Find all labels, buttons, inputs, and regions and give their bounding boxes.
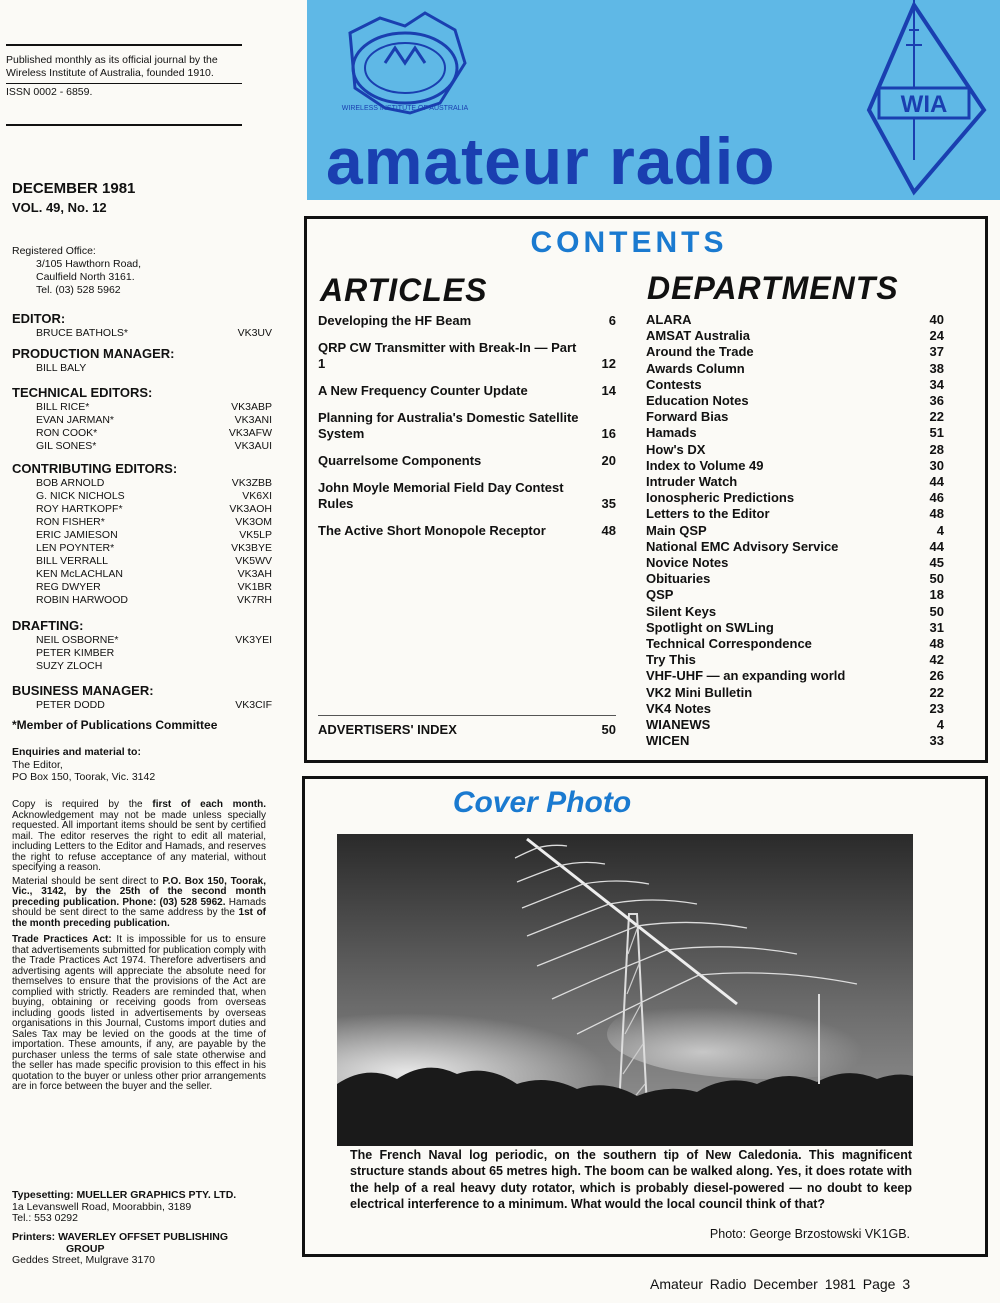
staff-row bbox=[12, 327, 272, 340]
department-item[interactable] bbox=[646, 717, 944, 733]
department-item[interactable] bbox=[646, 506, 944, 522]
staff-technical bbox=[12, 385, 272, 453]
department-item[interactable] bbox=[646, 620, 944, 636]
article-page: 48 bbox=[601, 523, 616, 538]
staff-row bbox=[12, 503, 272, 516]
issue-volume: VOL. 49, No. 12 bbox=[12, 200, 107, 215]
article-title: A New Frequency Counter Update bbox=[318, 383, 528, 398]
typesetting bbox=[12, 1190, 266, 1225]
department-item[interactable] bbox=[646, 733, 944, 749]
department-title: Novice Notes bbox=[646, 555, 729, 571]
department-item[interactable] bbox=[646, 409, 944, 425]
enquiries-line1: The Editor, bbox=[12, 758, 63, 771]
staff-callsign: VK3ANI bbox=[234, 414, 272, 426]
staff-row bbox=[12, 490, 272, 503]
department-item[interactable] bbox=[646, 442, 944, 458]
advertisers-index-item[interactable] bbox=[318, 722, 616, 737]
page-footer: Amateur Radio December 1981 Page 3 bbox=[650, 1276, 911, 1292]
advertisers-index-page: 50 bbox=[601, 722, 616, 737]
copy-text-bold: first of each month. bbox=[152, 799, 266, 810]
department-page: 44 bbox=[929, 474, 944, 490]
department-title: WIANEWS bbox=[646, 717, 711, 733]
department-item[interactable] bbox=[646, 685, 944, 701]
article-item[interactable] bbox=[318, 340, 616, 372]
article-title: John Moyle Memorial Field Day Contest Rules bbox=[318, 480, 564, 511]
department-title: Index to Volume 49 bbox=[646, 457, 764, 473]
staff-callsign: VK3ZBB bbox=[231, 477, 272, 489]
department-item[interactable] bbox=[646, 393, 944, 409]
department-title: National EMC Advisory Service bbox=[646, 538, 839, 554]
departments-heading: DEPARTMENTS bbox=[647, 270, 899, 306]
department-page: 22 bbox=[929, 684, 944, 700]
office-heading: Registered Office: bbox=[12, 245, 96, 257]
staff-row bbox=[12, 660, 272, 673]
staff-heading: CONTRIBUTING EDITORS: bbox=[12, 461, 178, 476]
copy-text: Copy is required by the bbox=[12, 799, 153, 810]
staff-row bbox=[12, 362, 272, 375]
department-page: 18 bbox=[929, 587, 944, 603]
copy-text: Material should be sent direct to bbox=[12, 875, 163, 887]
cover-photo-credit: Photo: George Brzostowski VK1GB. bbox=[709, 1227, 910, 1241]
staff-name: RON FISHER* bbox=[36, 516, 105, 528]
department-title: Contests bbox=[646, 376, 702, 392]
department-page: 22 bbox=[929, 409, 944, 425]
department-title: ALARA bbox=[646, 312, 692, 327]
article-title: Planning for Australia's Domestic Satellite System bbox=[318, 410, 579, 441]
staff-callsign: VK3CIF bbox=[235, 699, 272, 711]
cover-photo-image bbox=[337, 834, 913, 1146]
staff-name: PETER KIMBER bbox=[36, 647, 115, 659]
department-page: 28 bbox=[929, 441, 944, 457]
article-page: 12 bbox=[601, 356, 616, 371]
department-title: Hamads bbox=[646, 425, 697, 441]
staff-name: SUZY ZLOCH bbox=[36, 660, 103, 672]
department-page: 40 bbox=[929, 312, 944, 327]
department-item[interactable] bbox=[646, 490, 944, 506]
staff-row bbox=[12, 594, 272, 607]
copy-notice bbox=[12, 800, 266, 1093]
staff-callsign: VK6XI bbox=[242, 490, 272, 502]
article-title: QRP CW Transmitter with Break-In — Part 1 bbox=[318, 340, 577, 371]
article-title: Quarrelsome Components bbox=[318, 453, 482, 468]
department-item[interactable] bbox=[646, 571, 944, 587]
staff-callsign: VK3AOH bbox=[229, 503, 272, 515]
staff-name: BILL VERRALL bbox=[36, 555, 108, 567]
copy-text: Hamads should be sent direct to the same address by the bbox=[12, 896, 266, 918]
wia-logo-text: WIA bbox=[900, 91, 948, 118]
office-line2: Caulfield North 3161. bbox=[36, 271, 135, 283]
staff-business bbox=[12, 683, 272, 712]
staff-name: BILL RICE* bbox=[36, 401, 90, 413]
department-title: Try This bbox=[646, 652, 696, 668]
member-note: *Member of Publications Committee bbox=[12, 718, 218, 732]
department-title: Obituaries bbox=[646, 571, 711, 587]
article-title: Developing the HF Beam bbox=[318, 313, 472, 328]
departments-list bbox=[646, 312, 944, 749]
copy-paragraph-2 bbox=[12, 877, 266, 930]
staff-row bbox=[12, 699, 272, 712]
staff-row bbox=[12, 529, 272, 542]
department-page: 38 bbox=[929, 360, 944, 376]
copy-text-bold: 1st of the month preceding publication. bbox=[12, 907, 267, 929]
department-page: 42 bbox=[929, 652, 944, 668]
department-title: QSP bbox=[646, 587, 674, 603]
department-title: AMSAT Australia bbox=[646, 328, 751, 344]
department-item[interactable] bbox=[646, 701, 944, 717]
office-tel: Tel. (03) 528 5962 bbox=[36, 284, 121, 296]
department-page: 26 bbox=[929, 668, 944, 684]
copy-paragraph-1 bbox=[12, 800, 266, 874]
article-item[interactable] bbox=[318, 410, 616, 442]
enquiries-heading: Enquiries and material to: bbox=[12, 746, 141, 758]
staff-name: RON COOK* bbox=[36, 427, 98, 439]
department-item[interactable] bbox=[646, 539, 944, 555]
staff-callsign: VK3BYE bbox=[231, 542, 272, 554]
staff-name: EVAN JARMAN* bbox=[36, 414, 114, 426]
staff-row bbox=[12, 427, 272, 440]
staff-name: BOB ARNOLD bbox=[36, 477, 105, 489]
department-item[interactable] bbox=[646, 361, 944, 377]
staff-name: GIL SONES* bbox=[36, 440, 97, 452]
staff-callsign: VK3AUI bbox=[234, 440, 272, 452]
staff-name: REG DWYER bbox=[36, 581, 101, 593]
wia-logo-icon bbox=[864, 0, 994, 196]
staff-callsign: VK7RH bbox=[236, 594, 272, 606]
staff-callsign: VK3ABP bbox=[231, 401, 272, 413]
department-title: Around the Trade bbox=[646, 344, 754, 360]
articles-heading: ARTICLES bbox=[320, 272, 488, 308]
staff-callsign: VK3AH bbox=[237, 568, 272, 580]
institute-emblem-icon bbox=[330, 8, 480, 123]
article-item[interactable] bbox=[318, 523, 616, 539]
staff-row bbox=[12, 414, 272, 427]
department-item[interactable] bbox=[646, 587, 944, 603]
office-line1: 3/105 Hawthorn Road, bbox=[36, 258, 142, 270]
copy-text-bold: Trade Practices Act: bbox=[12, 934, 112, 945]
staff-name: BILL BALY bbox=[36, 362, 87, 374]
staff-name: ERIC JAMIESON bbox=[36, 529, 118, 541]
department-item[interactable] bbox=[646, 555, 944, 571]
staff-name: LEN POYNTER* bbox=[36, 542, 115, 554]
department-item[interactable] bbox=[646, 328, 944, 344]
staff-name: G. NICK NICHOLS bbox=[36, 490, 125, 502]
staff-name: KEN McLACHLAN bbox=[36, 568, 123, 580]
department-page: 50 bbox=[929, 603, 944, 619]
article-page: 35 bbox=[601, 496, 616, 511]
department-page: 31 bbox=[929, 619, 944, 635]
copy-text: It is impossible for us to ensure that advertisements submitted for publication comply with the Trade Practices Act 1974. Therefore advertisers and advertising agents will appreciate the absolute need for themselves to ensure that the provisions of the Act are complied with strictly. Readers are reminded that, when buying, obtaining or receiving goods from overseas including goods listed in advertisements by overseas organisations in this Journal, Customs import duties and Sales Tax may be levied on the goods at the time of importation. These amounts, if any, are payable by the purchaser unless the terms of sale state otherwise and the seller has made specific provision to this effect in his quotation to the buyer or unless other prior arrangements are in force between the buyer and the seller. bbox=[12, 934, 266, 1092]
article-page: 16 bbox=[601, 426, 616, 441]
publication-info-box bbox=[6, 44, 242, 126]
staff-contributing bbox=[12, 461, 272, 607]
staff-name: ROY HARTKOPF* bbox=[36, 503, 123, 515]
department-page: 4 bbox=[936, 717, 944, 733]
staff-name: NEIL OSBORNE* bbox=[36, 634, 119, 646]
typesetting-label: Typesetting: MUELLER GRAPHICS PTY. LTD. bbox=[12, 1189, 237, 1201]
department-page: 36 bbox=[929, 393, 944, 409]
department-item[interactable] bbox=[646, 523, 944, 539]
advertisers-index-title: ADVERTISERS' INDEX bbox=[318, 722, 457, 737]
department-item[interactable] bbox=[646, 652, 944, 668]
department-title: Silent Keys bbox=[646, 603, 717, 619]
department-page: 46 bbox=[929, 490, 944, 506]
department-item[interactable] bbox=[646, 344, 944, 360]
publication-about: Published monthly as its official journal by the Wireless Institute of Australia, founded 1910. bbox=[6, 54, 218, 79]
staff-heading: DRAFTING: bbox=[12, 618, 84, 633]
department-item[interactable] bbox=[646, 377, 944, 393]
department-title: VK2 Mini Bulletin bbox=[646, 684, 753, 700]
department-page: 37 bbox=[929, 344, 944, 360]
staff-production bbox=[12, 346, 272, 375]
printers-label: Printers: WAVERLEY OFFSET PUBLISHING bbox=[12, 1231, 229, 1243]
department-item[interactable] bbox=[646, 636, 944, 652]
department-page: 50 bbox=[929, 571, 944, 587]
department-page: 45 bbox=[929, 555, 944, 571]
enquiries bbox=[12, 746, 266, 784]
staff-callsign: VK3YEI bbox=[235, 634, 272, 646]
department-title: Spotlight on SWLing bbox=[646, 619, 774, 635]
typesetting-line1: 1a Levanswell Road, Moorabbin, 3189 bbox=[12, 1200, 192, 1213]
article-item[interactable] bbox=[318, 480, 616, 512]
article-item[interactable] bbox=[318, 453, 616, 469]
department-item[interactable] bbox=[646, 474, 944, 490]
department-title: Education Notes bbox=[646, 393, 749, 409]
staff-heading: BUSINESS MANAGER: bbox=[12, 683, 154, 698]
staff-row bbox=[12, 647, 272, 660]
divider bbox=[318, 715, 616, 716]
staff-row bbox=[12, 555, 272, 568]
banner-title: amateur radio bbox=[326, 124, 776, 198]
staff-callsign: VK5WV bbox=[235, 555, 272, 567]
enquiries-line2: PO Box 150, Toorak, Vic. 3142 bbox=[12, 771, 156, 783]
staff-drafting bbox=[12, 618, 272, 673]
cover-photo-caption: The French Naval log periodic, on the southern tip of New Caledonia. This magnificent structure stands about 65 metres high. The boom can be walked along. Yes, it does rotate with the help of a real heavy duty rotator, which is probably diesel-powered — no doubt to keep electrical interference to a minimum. What would the local council think of that? bbox=[350, 1148, 912, 1211]
printers-line1: Geddes Street, Mulgrave 3170 bbox=[12, 1254, 156, 1266]
staff-callsign: VK3UV bbox=[237, 327, 272, 339]
staff-name: BRUCE BATHOLS* bbox=[36, 327, 128, 339]
article-title: The Active Short Monopole Receptor bbox=[318, 523, 546, 538]
department-page: 48 bbox=[929, 636, 944, 652]
staff-heading: PRODUCTION MANAGER: bbox=[12, 346, 175, 361]
department-page: 23 bbox=[929, 700, 944, 716]
copy-text: Acknowledgement may not be made unless specially requested. All important items should be sent by certified mail. The editor reserves the right to edit all material, including Letters to the Editor and Hamads, and reserves the right to refuse acceptance of any material, without specifying a reason. bbox=[12, 809, 266, 873]
printers bbox=[12, 1232, 266, 1267]
staff-row bbox=[12, 634, 272, 647]
staff-callsign: VK3AFW bbox=[228, 427, 272, 439]
department-page: 51 bbox=[929, 425, 944, 441]
department-title: VHF-UHF — an expanding world bbox=[646, 668, 846, 684]
staff-row bbox=[12, 401, 272, 414]
department-page: 24 bbox=[929, 328, 944, 344]
department-title: Forward Bias bbox=[646, 409, 729, 425]
department-page: 33 bbox=[929, 733, 944, 749]
department-item[interactable] bbox=[646, 312, 944, 328]
staff-row bbox=[12, 542, 272, 555]
staff-row bbox=[12, 477, 272, 490]
staff-callsign: VK5LP bbox=[239, 529, 272, 541]
staff-name: PETER DODD bbox=[36, 699, 105, 711]
department-title: Main QSP bbox=[646, 522, 707, 538]
contents-title: CONTENTS bbox=[530, 226, 728, 259]
emblem-text: WIRELESS INSTITUTE OF AUSTRALIA bbox=[341, 105, 469, 112]
article-page: 14 bbox=[601, 383, 616, 398]
department-title: Awards Column bbox=[646, 360, 745, 376]
staff-row bbox=[12, 581, 272, 594]
department-page: 30 bbox=[929, 457, 944, 473]
typesetting-line2: Tel.: 553 0292 bbox=[12, 1212, 78, 1224]
staff-row bbox=[12, 516, 272, 529]
registered-office bbox=[12, 245, 212, 297]
article-item[interactable] bbox=[318, 383, 616, 399]
cover-photo-title: Cover Photo bbox=[452, 786, 632, 819]
article-page: 20 bbox=[601, 453, 616, 468]
copy-text-bold: P.O. Box 150, Toorak, Vic., 3142, by the 25th of the second month preceding publication. Phone: (03) 528 5962. bbox=[12, 875, 267, 908]
department-title: How's DX bbox=[646, 441, 706, 457]
department-title: Intruder Watch bbox=[646, 474, 738, 490]
printers-label2: GROUP bbox=[66, 1242, 105, 1255]
staff-callsign: VK1BR bbox=[237, 581, 272, 593]
department-title: Ionospheric Predictions bbox=[646, 490, 795, 506]
department-item[interactable] bbox=[646, 668, 944, 684]
staff-row bbox=[12, 440, 272, 453]
staff-editor bbox=[12, 311, 272, 340]
issn: ISSN 0002 - 6859. bbox=[6, 83, 242, 99]
article-page: 6 bbox=[608, 313, 616, 328]
staff-heading: TECHNICAL EDITORS: bbox=[12, 385, 153, 400]
staff-heading: EDITOR: bbox=[12, 311, 66, 326]
department-item[interactable] bbox=[646, 604, 944, 620]
copy-paragraph-3 bbox=[12, 935, 266, 1093]
department-page: 34 bbox=[929, 376, 944, 392]
department-title: WICEN bbox=[646, 733, 690, 749]
issue-date: DECEMBER 1981 bbox=[12, 180, 136, 197]
department-item[interactable] bbox=[646, 458, 944, 474]
staff-row bbox=[12, 568, 272, 581]
staff-callsign: VK3OM bbox=[235, 516, 272, 528]
department-title: VK4 Notes bbox=[646, 700, 712, 716]
department-page: 4 bbox=[936, 522, 944, 538]
department-page: 48 bbox=[929, 506, 944, 522]
staff-name: ROBIN HARWOOD bbox=[36, 594, 128, 606]
department-title: Technical Correspondence bbox=[646, 636, 812, 652]
article-item[interactable] bbox=[318, 313, 616, 329]
department-item[interactable] bbox=[646, 425, 944, 441]
department-title: Letters to the Editor bbox=[646, 506, 770, 522]
department-page: 44 bbox=[929, 538, 944, 554]
